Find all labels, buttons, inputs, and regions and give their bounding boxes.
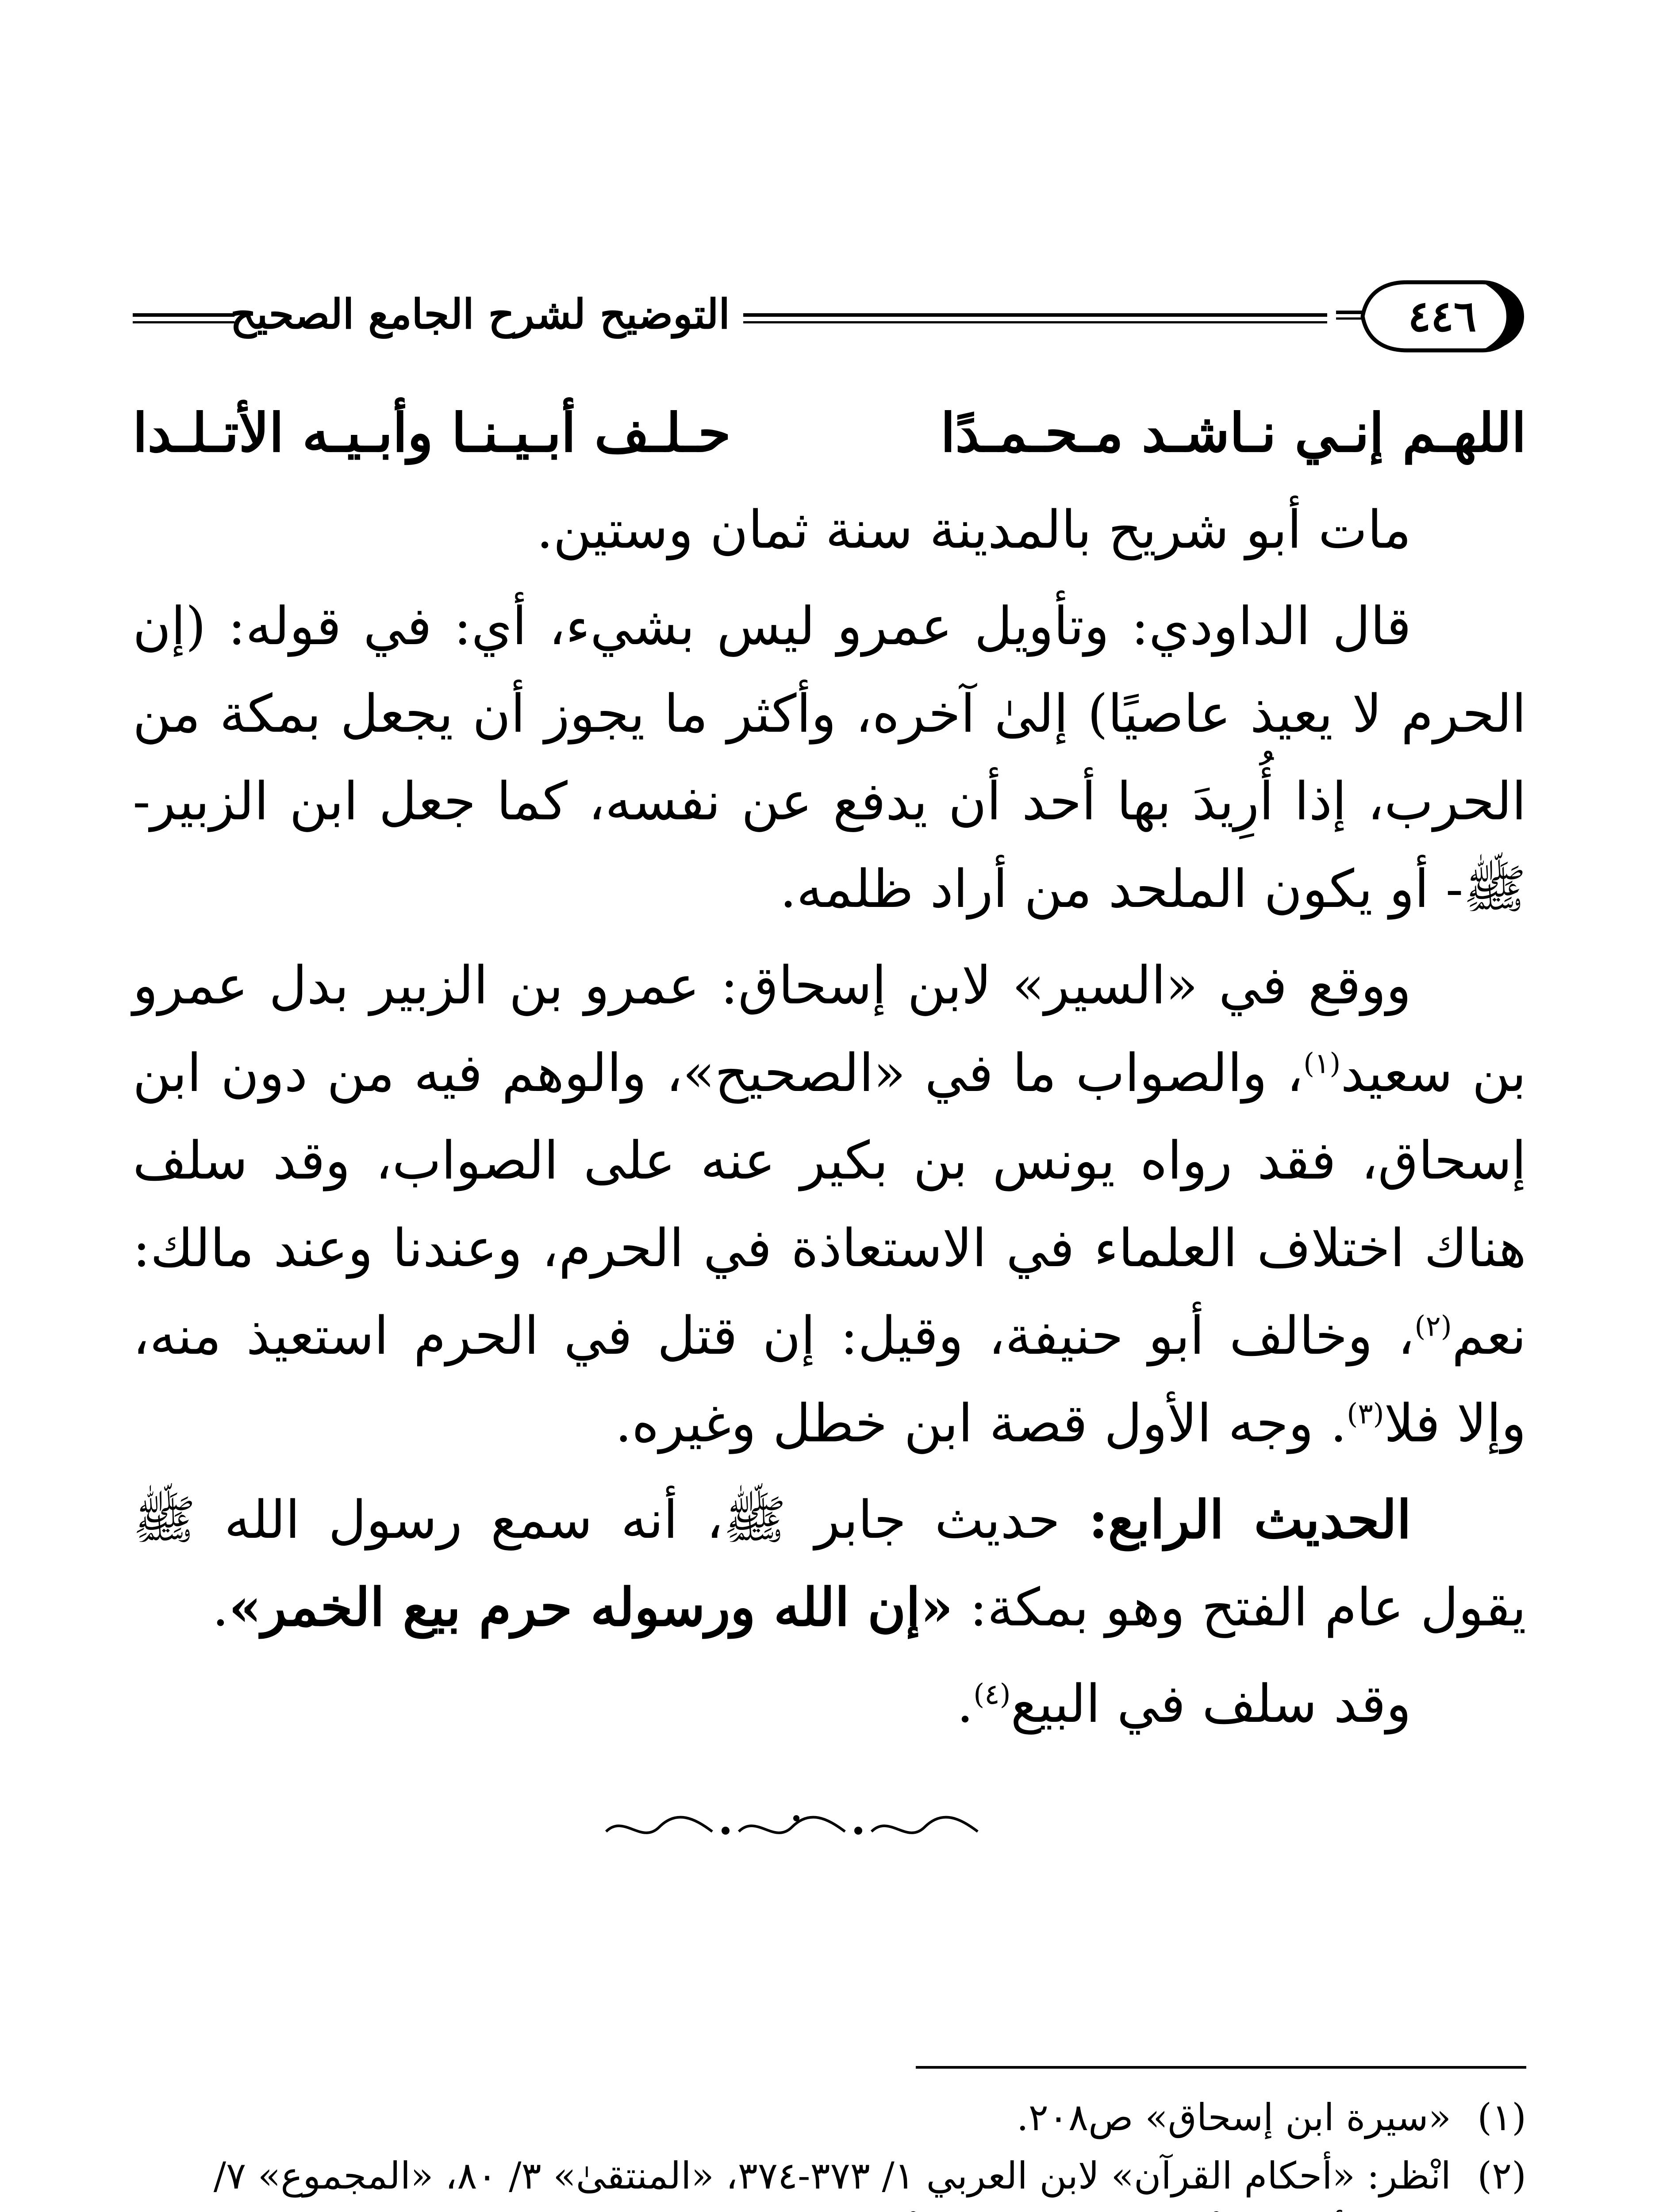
footnote-number: (١) bbox=[1477, 2096, 1526, 2139]
footnote-1 bbox=[133, 2088, 1526, 2147]
paragraph-5 bbox=[133, 1660, 1526, 1747]
footnote-separator bbox=[916, 2066, 1526, 2069]
page-number-frame-icon bbox=[1336, 274, 1526, 358]
book-title: التوضيح لشرح الجامع الصحيح bbox=[230, 290, 730, 338]
footnote-ref-2[interactable]: (٢) bbox=[1414, 1310, 1452, 1343]
paragraph-3-part-b: ، والصواب ما في «الصحيح»، والوهم فيه من دون ابن إسحاق، فقد رواه يونس بن بكير عنه على الصواب، وقد سلف هناك اختلاف العلماء في الاستعاذة في الحرم، وعندنا وعند مالك: نعم bbox=[133, 1042, 1526, 1366]
paragraph-4-end: . bbox=[212, 1577, 229, 1638]
paragraph-4-text: حديث جابر ﷺ، أنه سمع رسول الله ﷺ يقول عام الفتح وهو بمكة: bbox=[133, 1489, 1526, 1638]
footnote-ref-4[interactable]: (٤) bbox=[973, 1678, 1011, 1711]
poem-hemistich-first: اللهـم إنـي نـاشـد مـحـمـدًا bbox=[941, 402, 1526, 464]
hadith-label: الحديث الرابع: bbox=[1088, 1489, 1411, 1550]
paragraph-4 bbox=[133, 1476, 1526, 1651]
main-text bbox=[133, 389, 1526, 1756]
header-rule-long bbox=[743, 313, 1327, 323]
poem-verse bbox=[133, 389, 1526, 477]
footnote-text: «سيرة ابن إسحاق» ص٢٠٨. bbox=[1017, 2096, 1451, 2139]
paragraph-3 bbox=[133, 941, 1526, 1467]
paragraph-2: قال الداودي: وتأويل عمرو ليس بشيء، أي: في قوله: (إن الحرم لا يعيذ عاصيًا) إلىٰ آخره، وأكثر ما يجوز أن يجعل بمكة من الحرب، إذا أُرِيدَ بها أحد أن يدفع عن نفسه، كما جعل ابن الزبير- ﷺ- أو يكون الملحد من أراد ظلمه. bbox=[133, 595, 1526, 919]
footnote-text: انْظر: «أحكام القرآن» لابن العربي ١/ ٣٧٣-٣٧٤، «المنتقىٰ» ٣/ ٨٠، «المجموع» ٧/ bbox=[213, 2154, 1451, 2197]
paragraph-1: مات أبو شريح بالمدينة سنة ثمان وستين. bbox=[536, 499, 1411, 560]
paragraph-5-text: وقد سلف في البيع bbox=[1010, 1673, 1411, 1734]
footnote-ref-3[interactable]: (٣) bbox=[1347, 1398, 1384, 1431]
footnote-2 bbox=[133, 2147, 1526, 2212]
footnotes bbox=[133, 2088, 1526, 2212]
paragraph-3-part-a: ووقع في «السير» لابن إسحاق: عمرو بن الزبير بدل عمرو بن سعيد bbox=[133, 955, 1526, 1103]
page-header bbox=[133, 274, 1526, 363]
footnote-ref-1[interactable]: (١) bbox=[1303, 1047, 1341, 1080]
poem-hemistich-second: حـلـف أبـيـنـا وأبـيـه الأتـلـدا bbox=[133, 402, 731, 464]
page-number-badge bbox=[1336, 274, 1526, 358]
paragraph-5-end: . bbox=[956, 1673, 974, 1734]
footnote-number: (٢) bbox=[1477, 2154, 1526, 2197]
header-rule-short bbox=[133, 313, 234, 323]
hadith-quote: «إن الله ورسوله حرم بيع الخمر» bbox=[229, 1576, 953, 1638]
paragraph-3-part-c: ، وخالف أبو حنيفة، وقيل: إن قتل في الحرم استعيذ منه، وإلا فلا bbox=[133, 1305, 1526, 1454]
section-divider-ornament-icon bbox=[597, 1809, 995, 1849]
paragraph-3-part-d: . وجه الأول قصة ابن خطل وغيره. bbox=[615, 1393, 1347, 1454]
page-number-text: ٤٤٦ bbox=[1408, 291, 1477, 341]
